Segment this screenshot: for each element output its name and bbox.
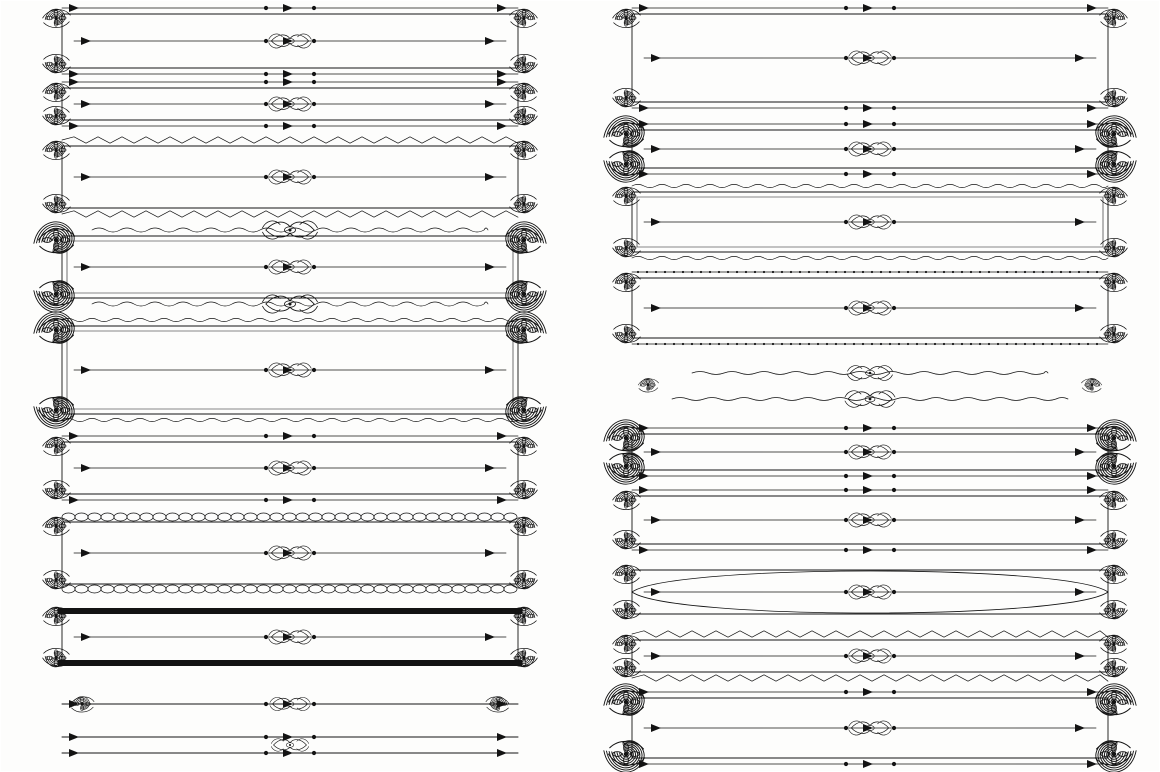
diamond-corner-arrow-frame <box>580 268 1160 348</box>
chain-link-border-frame <box>0 512 580 594</box>
floral-swash-divider-pair <box>580 356 1160 414</box>
ornate-corner-banner-frame <box>0 4 580 78</box>
double-arrow-divider <box>0 726 580 764</box>
plain-rule-scroll-end-frame <box>580 120 1160 178</box>
winged-floral-garland-frame <box>0 226 580 308</box>
solid-bar-arrow-frame <box>0 602 580 672</box>
wavy-rule-fan-corner-frame <box>580 182 1160 262</box>
wavy-rule-crest-frame <box>0 316 580 424</box>
right-column <box>580 0 1160 772</box>
arrow-divider-with-florets <box>0 684 580 724</box>
deco-corner-bracket-frame <box>580 4 1160 112</box>
bracket-corner-lattice-frame <box>0 432 580 504</box>
ornate-oval-medallion-frame <box>580 688 1160 768</box>
zigzag-edge-panel-frame <box>0 136 580 218</box>
scrolled-flourish-frame <box>580 486 1160 554</box>
plume-corner-arrow-frame <box>580 424 1160 480</box>
wavy-double-rule-frame <box>580 630 1160 682</box>
bowed-rule-frame <box>580 560 1160 624</box>
double-rule-ribbon-frame <box>0 78 580 130</box>
